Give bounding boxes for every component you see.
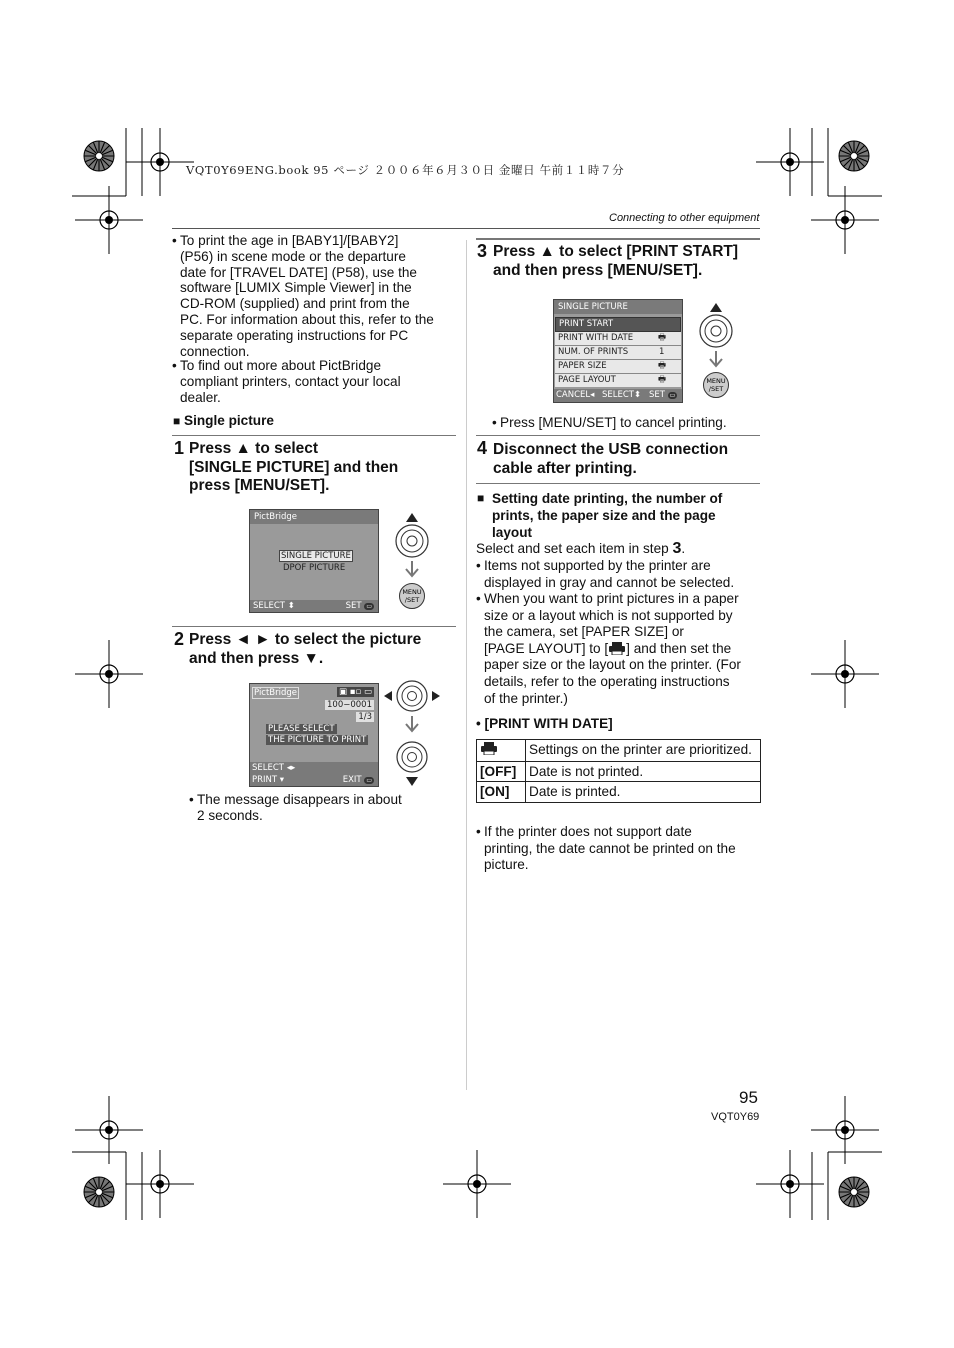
setting-heading: ■ Setting date printing, the number of prints, the paper size and the page layout <box>477 491 723 540</box>
step-instruction: Press ▲ to select [PRINT START] and then press [MENU/SET]. <box>493 243 739 279</box>
lcd-screen-pictbridge: PictBridge SINGLE PICTURE DPOF PICTURE SELECT ⬍ SET ▭ <box>249 509 379 613</box>
step-instruction: Press ▲ to select [SINGLE PICTURE] and then press [MENU/SET]. <box>189 440 399 494</box>
divider <box>172 626 456 627</box>
header-rule <box>172 228 760 229</box>
step-instruction: Disconnect the USB connection cable after printing. <box>493 441 729 477</box>
step-number: 2 <box>174 629 185 649</box>
divider <box>172 435 456 436</box>
column-divider <box>466 240 467 1090</box>
menu-set-button-icon <box>398 582 426 610</box>
printer-icon <box>480 742 498 755</box>
step-number: 3 <box>477 241 488 261</box>
svg-text:/SET: /SET <box>708 385 724 393</box>
file-info-line: VQT0Y69ENG.book 95 ページ ２００６年６月３０日 金曜日 午前１１時７分 <box>186 163 625 177</box>
select-instruction: Select and set each item in step 3. <box>476 540 686 557</box>
table-row: Settings on the printer are prioritized. <box>477 740 761 762</box>
lcd-screen-select-picture: PictBridge ▣ ▪▫ ▭ 100−0001 1/3 PLEASE SELECT THE PICTURE TO PRINT SELECT ◂▸ PRINT ▾ EXIT ▭ <box>249 683 379 787</box>
print-with-date-table <box>476 739 761 803</box>
step-instruction: Press ◄ ► to select the picture and then press ▼. <box>189 631 422 667</box>
svg-text:MENU: MENU <box>402 588 422 596</box>
lcd-screen-single-picture: SINGLE PICTURE PRINT START PRINT WITH DATE 🖶 NUM. OF PRINTS 1 PAPER SIZE 🖶 PAGE LAYOUT 🖶 CANCEL◂ SELECT⬍ SET ▭ <box>553 299 683 403</box>
svg-text:/SET: /SET <box>404 596 420 604</box>
single-picture-heading: ■ Single picture <box>173 413 274 428</box>
svg-text:MENU: MENU <box>706 377 726 385</box>
table-row: [ON] Date is printed. <box>477 782 761 803</box>
document-code: VQT0Y69 <box>711 1111 760 1123</box>
menu-set-button-icon <box>702 371 730 399</box>
section-title: Connecting to other equipment <box>609 212 760 224</box>
divider <box>476 435 760 436</box>
step-number: 1 <box>174 438 185 458</box>
print-with-date-heading: • [PRINT WITH DATE] <box>476 716 613 731</box>
printer-icon <box>608 642 626 655</box>
step-number: 4 <box>477 438 488 458</box>
divider <box>476 483 760 484</box>
divider <box>476 238 760 240</box>
page-number: 95 <box>739 1088 758 1107</box>
dial-pad-icon <box>382 680 442 790</box>
table-row: [OFF] Date is not printed. <box>477 761 761 782</box>
